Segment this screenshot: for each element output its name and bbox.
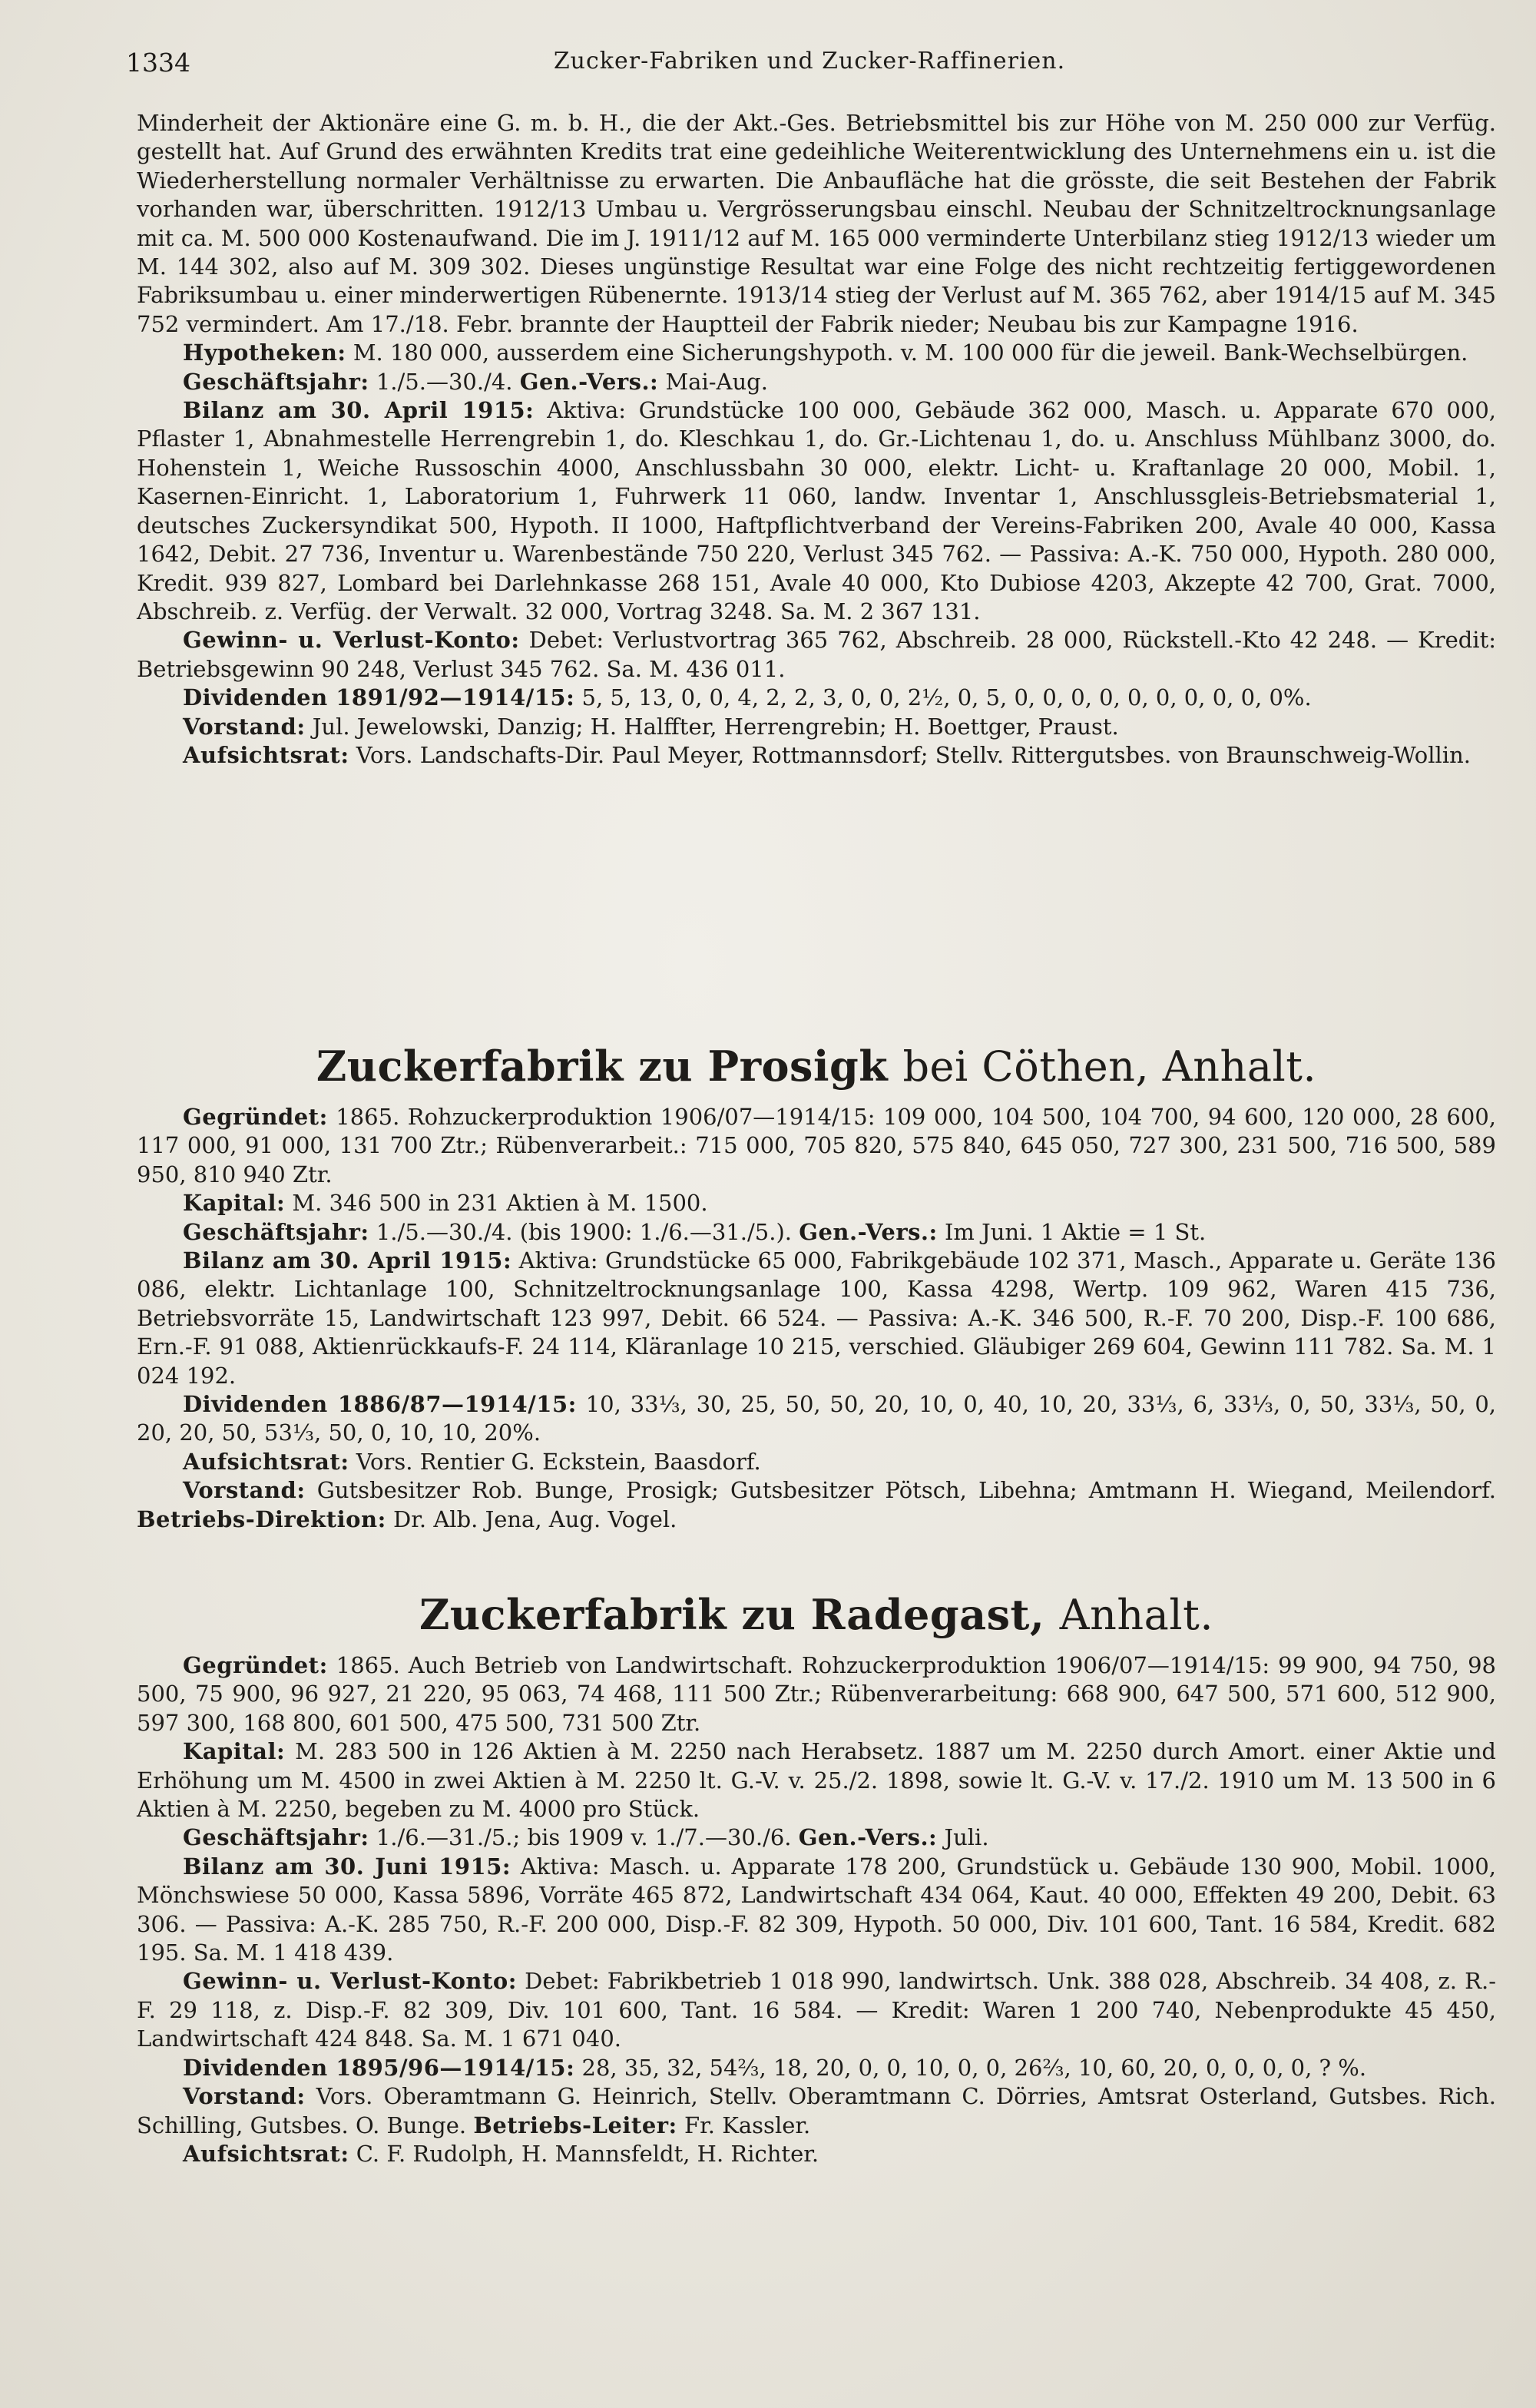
radegast-gegruendet-label: Gegründet:	[183, 1652, 328, 1678]
prosigk-aufsichtsrat-text: Vors. Rentier G. Eckstein, Baasdorf.	[356, 1448, 761, 1475]
radegast-kapital-paragraph	[137, 1737, 1496, 1823]
gewinn-paragraph	[137, 626, 1496, 684]
prosigk-gegruendet-label: Gegründet:	[183, 1104, 328, 1130]
running-title: Zucker-Fabriken und Zucker-Raffinerien.	[553, 48, 1066, 75]
radegast-bilanz-paragraph	[137, 1853, 1496, 1968]
radegast-leiter-text: Fr. Kassler.	[684, 2112, 811, 2138]
radegast-genvers-label: Gen.-Vers.:	[798, 1824, 938, 1851]
radegast-aufsichtsrat-label: Aufsichtsrat:	[183, 2140, 349, 2167]
vorstand-text: Jul. Jewelowski, Danzig; H. Halffter, Herrengrebin; H. Boettger, Praust.	[312, 713, 1119, 740]
radegast-dividenden-text: 28, 35, 32, 54⅔, 18, 20, 0, 0, 10, 0, 0, 26⅔, 10, 60, 20, 0, 0, 0, 0, ? %.	[581, 2054, 1367, 2081]
hypotheken-paragraph	[137, 339, 1496, 367]
prosigk-title	[137, 1043, 1496, 1090]
section-radegast	[137, 1651, 1496, 2168]
prosigk-title-main: Zuckerfabrik zu Prosigk	[316, 1042, 889, 1091]
prosigk-aufsichtsrat-label: Aufsichtsrat:	[183, 1448, 349, 1475]
prosigk-geschaeftsjahr-text: 1./5.—30./4. (bis 1900: 1./6.—31./5.).	[376, 1218, 792, 1245]
aufsichtsrat-paragraph	[137, 741, 1496, 770]
geschaeftsjahr-paragraph	[137, 368, 1496, 396]
prosigk-geschaeftsjahr-label: Geschäftsjahr:	[183, 1218, 369, 1245]
section-prosigk	[137, 1103, 1496, 1534]
section-continued-company	[137, 109, 1496, 770]
prosigk-bilanz-text: Aktiva: Grundstücke 65 000, Fabrikgebäude 102 371, Masch., Apparate u. Geräte 136 086, elektr. Lichtanlage 100, Schnitzeltrocknungsanlage 100, Kassa 4298, Wertp. 109 962, Waren 415 736, Betriebsvorräte 15, Landwirtschaft 123 997, Debit. 66 524. — Passiva: A.-K. 346 500, R.-F. 70 200, Disp.-F. 100 686, Ern.-F. 91 088, Aktienrückkaufs-F. 24 114, Kläranlage 10 215, verschied. Gläubiger 269 604, Gewinn 111 782. Sa. M. 1 024 192.	[137, 1247, 1496, 1389]
prosigk-aufsichtsrat-paragraph	[137, 1448, 1496, 1476]
prosigk-dividenden-label: Dividenden 1886/87—1914/15:	[183, 1391, 577, 1418]
radegast-bilanz-label: Bilanz am 30. Juni 1915:	[183, 1853, 511, 1880]
radegast-gewinn-text: Debet: Fabrikbetrieb 1 018 990, landwirtsch. Unk. 388 028, Abschreib. 34 408, z. R.-F. 29 118, z. Disp.-F. 82 309, Div. 101 600, Tant. 16 584. — Kredit: Waren 1 200 740, Nebenprodukte 45 450, Landwirtschaft 424 848. Sa. M. 1 671 040.	[137, 1968, 1496, 2052]
intro-text: Minderheit der Aktionäre eine G. m. b. H., die der Akt.-Ges. Betriebsmittel bis zur Höhe von M. 250 000 zur Verfüg. gestellt hat. Auf Grund des erwähnten Kredits trat eine gedeihliche Weiterentwicklung des Unternehmens ein u. ist die Wiederherstellung normaler Verhältnisse zu erwarten. Die Anbaufläche hat die grösste, die seit Bestehen der Fabrik vorhanden war, überschritten. 1912/13 Umbau u. Vergrösserungsbau einschl. Neubau der Schnitzeltrocknungsanlage mit ca. M. 500 000 Kostenaufwand. Die im J. 1911/12 auf M. 165 000 verminderte Unterbilanz stieg 1912/13 wieder um M. 144 302, also auf M. 309 302. Dieses ungünstige Resultat war eine Folge des nicht rechtzeitig fertiggewordenen Fabriksumbau u. einer minderwertigen Rübenernte. 1913/14 stieg der Verlust auf M. 365 762, aber 1914/15 auf M. 345 752 vermindert. Am 17./18. Febr. brannte der Hauptteil der Fabrik nieder; Neubau bis zur Kampagne 1916.	[137, 110, 1496, 337]
radegast-aufsichtsrat-text: C. F. Rudolph, H. Mannsfeldt, H. Richter.	[356, 2140, 819, 2167]
dividenden-paragraph	[137, 684, 1496, 712]
aufsichtsrat-label: Aufsichtsrat:	[183, 741, 349, 768]
prosigk-dividenden-paragraph	[137, 1390, 1496, 1448]
genvers-label: Gen.-Vers.:	[519, 368, 659, 395]
radegast-geschaeftsjahr-label: Geschäftsjahr:	[183, 1824, 369, 1851]
radegast-gegruendet-paragraph	[137, 1651, 1496, 1737]
prosigk-title-sub: bei Cöthen, Anhalt.	[902, 1042, 1317, 1091]
vorstand-label: Vorstand:	[183, 713, 306, 740]
radegast-aufsichtsrat-paragraph	[137, 2140, 1496, 2168]
prosigk-bilanz-paragraph	[137, 1247, 1496, 1390]
prosigk-vorstand-label: Vorstand:	[183, 1477, 306, 1504]
prosigk-genvers-text: Im Juni. 1 Aktie = 1 St.	[944, 1218, 1207, 1245]
radegast-genvers-text: Juli.	[944, 1824, 989, 1851]
geschaeftsjahr-text: 1./5.—30./4.	[376, 368, 513, 395]
radegast-bilanz-text: Aktiva: Masch. u. Apparate 178 200, Grundstück u. Gebäude 130 900, Mobil. 1000, Mönchswiese 50 000, Kassa 5896, Vorräte 465 872, Landwirtschaft 434 064, Kaut. 40 000, Effekten 49 200, Debit. 63 306. — Passiva: A.-K. 285 750, R.-F. 200 000, Disp.-F. 82 309, Hypoth. 50 000, Div. 101 600, Tant. 16 584, Kredit. 682 195. Sa. M. 1 418 439.	[137, 1853, 1497, 1966]
radegast-title-sub: Anhalt.	[1059, 1591, 1213, 1639]
radegast-gegruendet-text: 1865. Auch Betrieb von Landwirtschaft. Rohzuckerproduktion 1906/07—1914/15: 99 900, 94 750, 98 500, 75 900, 96 927, 21 220, 95 063, 74 468, 111 500 Ztr.; Rübenverarbeitung: 668 900, 647 500, 571 600, 512 900, 597 300, 168 800, 601 500, 475 500, 731 500 Ztr.	[137, 1652, 1496, 1736]
gewinn-text: Debet: Verlustvortrag 365 762, Abschreib. 28 000, Rückstell.-Kto 42 248. — Kredit: Betriebsgewinn 90 248, Verlust 345 762. Sa. M. 436 011.	[137, 627, 1496, 682]
prosigk-kapital-paragraph	[137, 1189, 1496, 1217]
page-header	[126, 48, 1493, 86]
dividenden-label: Dividenden 1891/92—1914/15:	[183, 684, 575, 711]
radegast-dividenden-paragraph	[137, 2054, 1496, 2082]
radegast-leiter-label: Betriebs-Leiter:	[473, 2112, 677, 2138]
radegast-geschaeftsjahr-text: 1./6.—31./5.; bis 1909 v. 1./7.—30./6.	[376, 1824, 792, 1851]
bilanz-text: Aktiva: Grundstücke 100 000, Gebäude 362 000, Masch. u. Apparate 670 000, Pflaster 1, Abnahmestelle Herrengrebin 1, do. Kleschkau 1, do. Gr.-Lichtenau 1, do. u. Anschluss Mühlbanz 3000, do. Hohenstein 1, Weiche Russoschin 4000, Anschlussbahn 30 000, elektr. Licht- u. Kraftanlage 20 000, Mobil. 1, Kasernen-Einricht. 1, Laboratorium 1, Fuhrwerk 11 060, landw. Inventar 1, Anschlussgleis-Betriebsmaterial 1, deutsches Zuckersyndikat 500, Hypoth. II 1000, Haftpflichtverband der Vereins-Fabriken 200, Avale 40 000, Kassa 1642, Debit. 27 736, Inventur u. Warenbestände 750 220, Verlust 345 762. — Passiva: A.-K. 750 000, Hypoth. 280 000, Kredit. 939 827, Lombard bei Darlehnkasse 268 151, Avale 40 000, Kto Dubiose 4203, Akzepte 42 700, Grat. 7000, Abschreib. z. Verfüg. der Verwalt. 32 000, Vortrag 3248. Sa. M. 2 367 131.	[137, 397, 1497, 624]
page-number: 1334	[126, 48, 190, 78]
prosigk-direktion-text: Dr. Alb. Jena, Aug. Vogel.	[393, 1505, 677, 1532]
bilanz-label: Bilanz am 30. April 1915:	[183, 397, 535, 424]
intro-paragraph	[137, 109, 1496, 339]
dividenden-text: 5, 5, 13, 0, 0, 4, 2, 2, 3, 0, 0, 2½, 0, 5, 0, 0, 0, 0, 0, 0, 0, 0, 0, 0%.	[581, 684, 1312, 711]
radegast-gewinn-label: Gewinn- u. Verlust-Konto:	[183, 1968, 517, 1995]
prosigk-vorstand-text: Gutsbesitzer Rob. Bunge, Prosigk; Gutsbesitzer Pötsch, Libehna; Amtmann H. Wiegand, Meilendorf.	[316, 1477, 1497, 1504]
prosigk-bilanz-label: Bilanz am 30. April 1915:	[183, 1247, 512, 1274]
vorstand-paragraph	[137, 713, 1496, 741]
radegast-vorstand-paragraph	[137, 2082, 1496, 2140]
aufsichtsrat-text: Vors. Landschafts-Dir. Paul Meyer, Rottmannsdorf; Stellv. Rittergutsbes. von Braunschweig-Wollin.	[356, 741, 1471, 768]
radegast-vorstand-label: Vorstand:	[183, 2083, 306, 2110]
prosigk-geschaeftsjahr-paragraph	[137, 1218, 1496, 1247]
radegast-geschaeftsjahr-paragraph	[137, 1823, 1496, 1852]
radegast-title	[137, 1592, 1496, 1638]
prosigk-kapital-label: Kapital:	[183, 1190, 286, 1217]
prosigk-genvers-label: Gen.-Vers.:	[799, 1218, 938, 1245]
prosigk-direktion-label: Betriebs-Direktion:	[137, 1505, 386, 1532]
prosigk-vorstand-paragraph	[137, 1476, 1496, 1534]
prosigk-kapital-text: M. 346 500 in 231 Aktien à M. 1500.	[292, 1190, 708, 1217]
radegast-vorstand-text: Vors. Oberamtmann G. Heinrich, Stellv. Oberamtmann C. Dörries, Amtsrat Osterland, Gutsbes. Rich. Schilling, Gutsbes. O. Bunge.	[137, 2083, 1496, 2138]
radegast-kapital-label: Kapital:	[183, 1738, 286, 1765]
radegast-dividenden-label: Dividenden 1895/96—1914/15:	[183, 2054, 575, 2081]
radegast-kapital-text: M. 283 500 in 126 Aktien à M. 2250 nach Herabsetz. 1887 um M. 2250 durch Amort. einer Aktie und Erhöhung um M. 4500 in zwei Aktien à M. 2250 lt. G.-V. v. 25./2. 1898, sowie lt. G.-V. v. 17./2. 1910 um M. 13 500 in 6 Aktien à M. 2250, begeben zu M. 4000 pro Stück.	[137, 1738, 1496, 1823]
hypotheken-label: Hypotheken:	[183, 340, 346, 366]
radegast-gewinn-paragraph	[137, 1967, 1496, 2053]
genvers-text: Mai-Aug.	[665, 368, 768, 395]
prosigk-gegruendet-paragraph	[137, 1103, 1496, 1189]
bilanz-paragraph	[137, 396, 1496, 626]
geschaeftsjahr-label: Geschäftsjahr:	[183, 368, 369, 395]
prosigk-gegruendet-text: 1865. Rohzuckerproduktion 1906/07—1914/15: 109 000, 104 500, 104 700, 94 600, 120 000, 28 600, 117 000, 91 000, 131 700 Ztr.; Rübenverarbeit.: 715 000, 705 820, 575 840, 645 050, 727 300, 231 500, 716 500, 589 950, 810 940 Ztr.	[137, 1104, 1497, 1187]
prosigk-dividenden-text: 10, 33⅓, 30, 25, 50, 50, 20, 10, 0, 40, 10, 20, 33⅓, 6, 33⅓, 0, 50, 33⅓, 50, 0, 20, 20, 50, 53⅓, 50, 0, 10, 10, 20%.	[137, 1391, 1497, 1446]
hypotheken-text: M. 180 000, ausserdem eine Sicherungshypoth. v. M. 100 000 für die jeweil. Bank-Wechselbürgen.	[353, 340, 1468, 366]
gewinn-label: Gewinn- u. Verlust-Konto:	[183, 627, 520, 654]
radegast-title-main: Zuckerfabrik zu Radegast,	[419, 1590, 1045, 1639]
